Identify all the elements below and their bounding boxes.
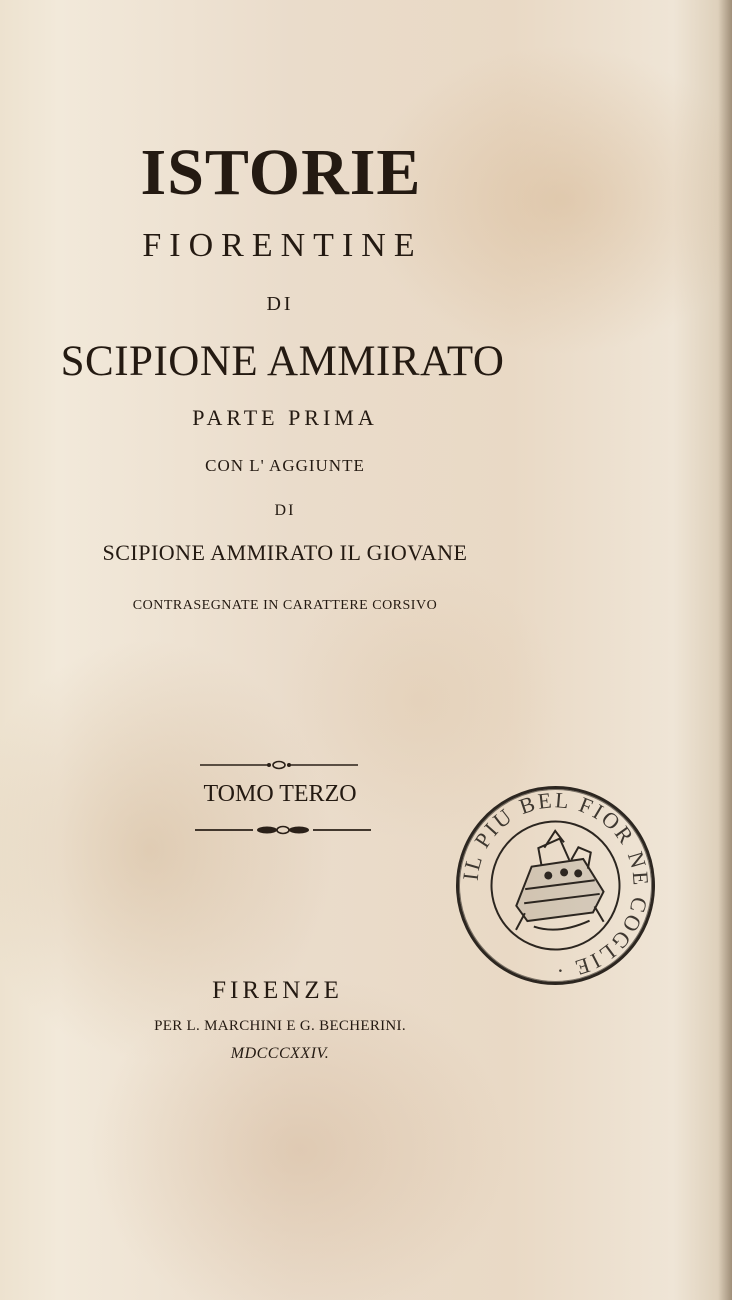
stamp-motto: IL PIU BEL FIOR NE COGLIE ·	[457, 787, 654, 984]
additions-label: CON L' AGGIUNTE	[205, 456, 365, 475]
imprint-printer: PER L. MARCHINI E G. BECHERINI.	[154, 1018, 406, 1034]
imprint-city: FIRENZE	[212, 977, 343, 1004]
author-name: SCIPIONE AMMIRATO	[60, 338, 505, 385]
book-subtitle: FIORENTINE	[142, 227, 423, 264]
part-label: PARTE PRIMA	[192, 405, 378, 430]
imprint-year: MDCCCXXIV.	[230, 1045, 330, 1062]
library-stamp	[446, 776, 665, 995]
stamp-emblem-icon	[509, 828, 606, 933]
ornamental-rule-bottom	[193, 822, 373, 838]
co-author-name: SCIPIONE AMMIRATO IL GIOVANE	[102, 540, 468, 565]
ornamental-rule-top	[198, 758, 360, 772]
book-title: ISTORIE	[140, 136, 422, 209]
italic-note: CONTRASEGNATE IN CARATTERE CORSIVO	[132, 598, 438, 613]
by-line-1: DI	[266, 293, 294, 315]
by-line-2: DI	[274, 502, 296, 519]
volume-label: TOMO TERZO	[203, 781, 357, 807]
